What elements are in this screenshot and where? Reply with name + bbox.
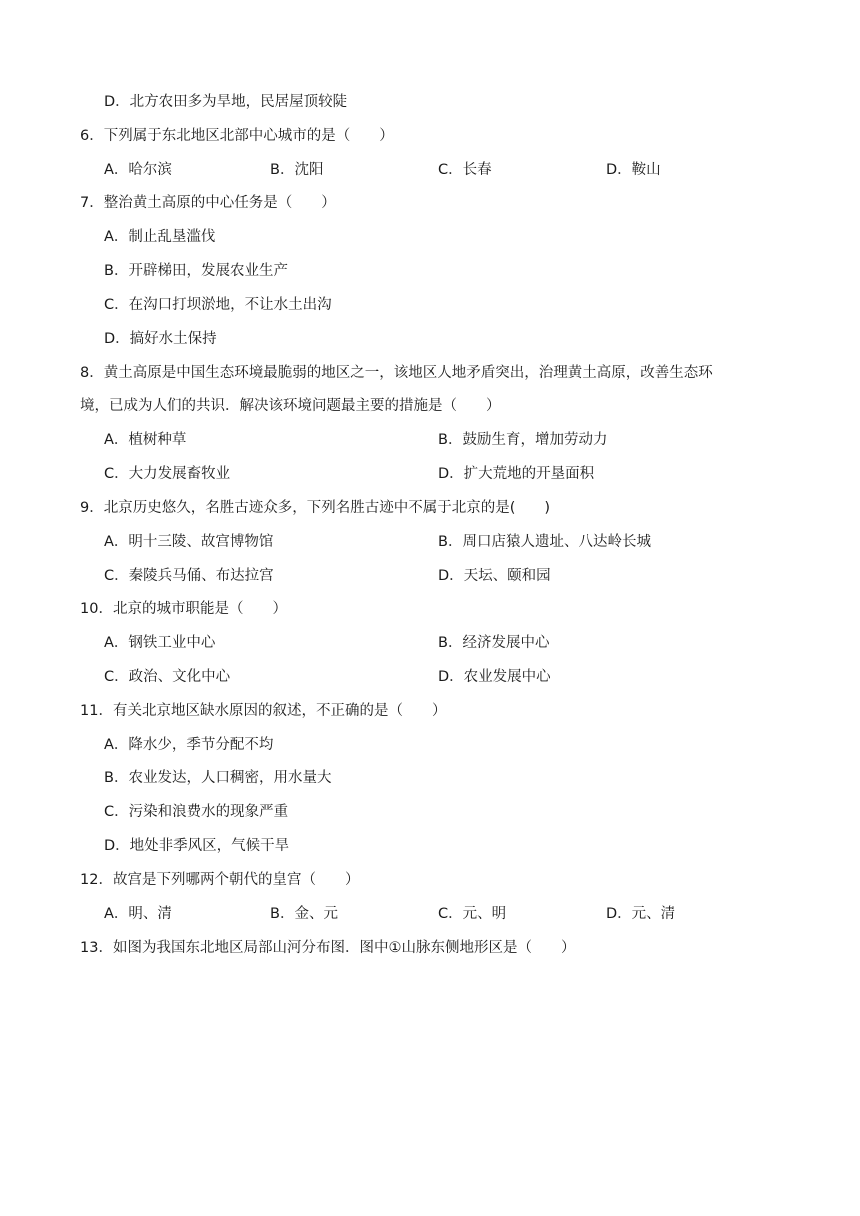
question-9-option-d: D．天坛、颐和园 — [438, 568, 551, 584]
question-6-option-b: B．沈阳 — [270, 162, 324, 178]
question-7-option-b: B．开辟梯田，发展农业生产 — [104, 263, 288, 279]
question-7-stem: 7．整治黄土高原的中心任务是（ ） — [80, 195, 336, 211]
question-10-option-d: D．农业发展中心 — [438, 669, 551, 685]
question-7-option-a: A．制止乱垦滥伐 — [104, 229, 216, 245]
question-6-stem: 6．下列属于东北地区北部中心城市的是（ ） — [80, 128, 394, 144]
question-12-option-a: A．明、清 — [104, 906, 172, 922]
question-10-option-b: B．经济发展中心 — [438, 635, 550, 651]
question-6-option-d: D．鞍山 — [606, 162, 661, 178]
question-13-stem: 13．如图为我国东北地区局部山河分布图．图中①山脉东侧地形区是（ ） — [80, 940, 576, 956]
question-8-option-a: A．植树种草 — [104, 432, 187, 448]
question-7-option-c: C．在沟口打坝淤地，不让水土出沟 — [104, 297, 332, 313]
question-9-option-b: B．周口店猿人遗址、八达岭长城 — [438, 534, 651, 550]
question-12-option-c: C．元、明 — [438, 906, 507, 922]
question-8-option-d: D．扩大荒地的开垦面积 — [438, 466, 595, 482]
question-6-option-a: A．哈尔滨 — [104, 162, 172, 178]
question-7-option-d: D．搞好水土保持 — [104, 331, 217, 347]
question-11-option-c: C．污染和浪费水的现象严重 — [104, 804, 289, 820]
question-8-stem-line-1: 8．黄土高原是中国生态环境最脆弱的地区之一，该地区人地矛盾突出，治理黄土高原，改善生态环 — [80, 365, 713, 381]
question-11-option-a: A．降水少，季节分配不均 — [104, 737, 274, 753]
question-9-stem: 9．北京历史悠久，名胜古迹众多，下列名胜古迹中不属于北京的是( ) — [80, 500, 551, 516]
question-10-option-c: C．政治、文化中心 — [104, 669, 231, 685]
question-12-option-b: B．金、元 — [270, 906, 338, 922]
question-10-stem: 10．北京的城市职能是（ ） — [80, 601, 287, 617]
question-12-option-d: D．元、清 — [606, 906, 676, 922]
question-9-option-a: A．明十三陵、故宫博物馆 — [104, 534, 274, 550]
question-10-option-a: A．钢铁工业中心 — [104, 635, 216, 651]
question-12-stem: 12．故宫是下列哪两个朝代的皇宫（ ） — [80, 872, 360, 888]
question-9-option-c: C．秦陵兵马俑、布达拉宫 — [104, 568, 274, 584]
question-8-stem-line-2: 境，已成为人们的共识．解决该环境问题最主要的措施是（ ） — [80, 398, 501, 414]
question-6-option-c: C．长春 — [438, 162, 492, 178]
question-11-stem: 11．有关北京地区缺水原因的叙述，不正确的是（ ） — [80, 703, 447, 719]
question-8-option-b: B．鼓励生育，增加劳动力 — [438, 432, 608, 448]
question-11-option-d: D．地处非季风区，气候干旱 — [104, 838, 290, 854]
question-5-option-d: D．北方农田多为旱地，民居屋顶较陡 — [104, 94, 348, 110]
question-11-option-b: B．农业发达，人口稠密，用水量大 — [104, 770, 332, 786]
question-8-option-c: C．大力发展畜牧业 — [104, 466, 231, 482]
